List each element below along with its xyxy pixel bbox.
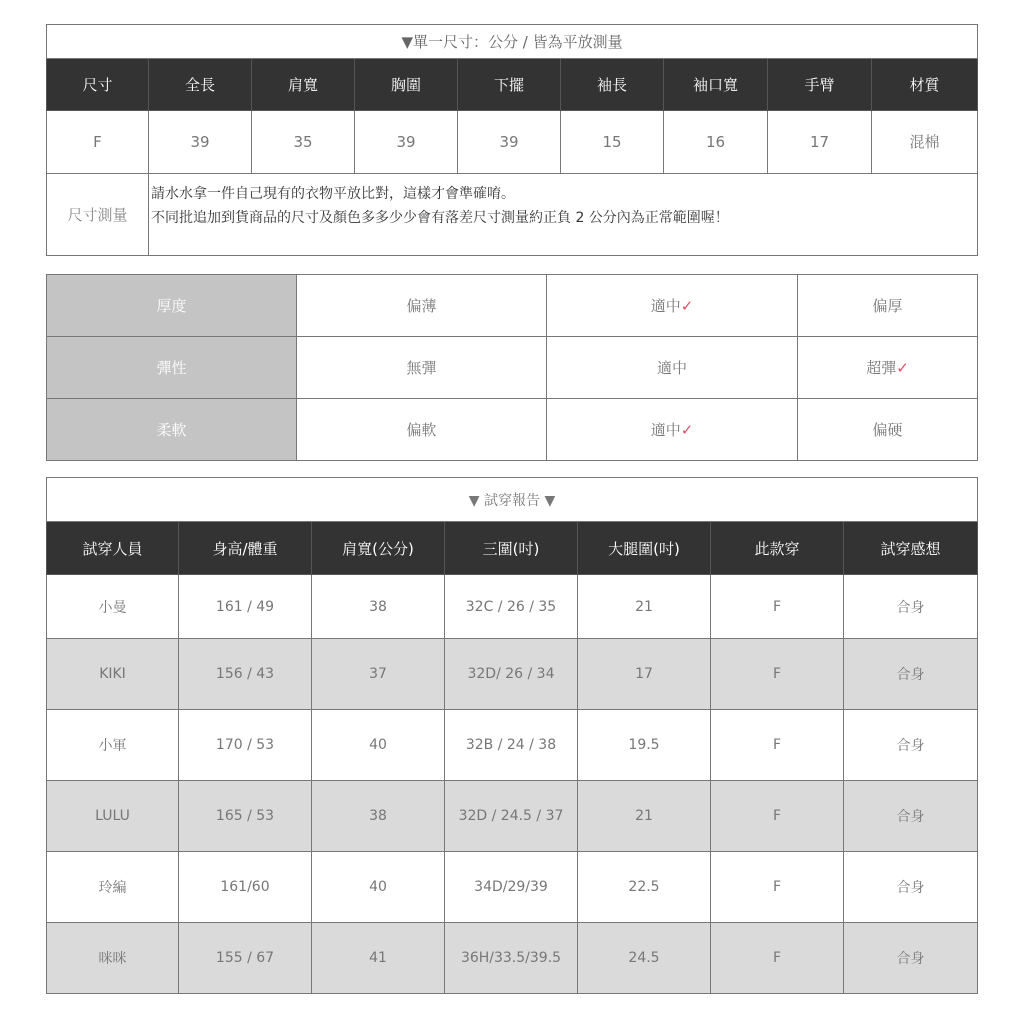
hem-value: 39 bbox=[458, 111, 561, 173]
attribute-option: 超彈✓ bbox=[798, 337, 978, 399]
table-row bbox=[47, 639, 978, 710]
model-cell: KIKI bbox=[47, 639, 179, 710]
table-row bbox=[47, 852, 978, 923]
model-cell: 小軍 bbox=[47, 710, 179, 781]
table-row bbox=[47, 781, 978, 852]
attribute-option: 無彈 bbox=[297, 337, 547, 399]
fit-report-caption: ▼ 試穿報告 ▼ bbox=[47, 478, 978, 522]
measurements-header: 三圍(吋) bbox=[445, 522, 578, 575]
shoulder-width-cell: 41 bbox=[312, 923, 445, 994]
size-worn-cell: F bbox=[711, 923, 844, 994]
height-weight-header: 身高/體重 bbox=[179, 522, 312, 575]
model-header: 試穿人員 bbox=[47, 522, 179, 575]
size-table bbox=[46, 24, 978, 256]
attribute-option: 適中✓ bbox=[547, 399, 798, 461]
table-row bbox=[47, 710, 978, 781]
chest-value: 39 bbox=[355, 111, 458, 173]
attribute-label: 柔軟 bbox=[47, 399, 297, 461]
attribute-option: 偏軟 bbox=[297, 399, 547, 461]
measurement-note-label: 尺寸測量 bbox=[47, 173, 149, 255]
attribute-option: 偏硬 bbox=[798, 399, 978, 461]
length-header: 全長 bbox=[149, 59, 252, 111]
shoulder-width-cell: 40 bbox=[312, 852, 445, 923]
shoulder-width-cell: 37 bbox=[312, 639, 445, 710]
attribute-label: 彈性 bbox=[47, 337, 297, 399]
fit-feeling-header: 試穿感想 bbox=[844, 522, 978, 575]
fit-feeling-cell: 合身 bbox=[844, 639, 978, 710]
model-cell: LULU bbox=[47, 781, 179, 852]
sleeve-length-value: 15 bbox=[561, 111, 664, 173]
fit-feeling-cell: 合身 bbox=[844, 923, 978, 994]
measurements-cell: 32B / 24 / 38 bbox=[445, 710, 578, 781]
fit-report-table bbox=[46, 477, 978, 994]
model-cell: 玲編 bbox=[47, 852, 179, 923]
measurements-cell: 36H/33.5/39.5 bbox=[445, 923, 578, 994]
size-table-caption: ▼單一尺寸：公分 / 皆為平放測量 bbox=[47, 25, 978, 59]
shoulder-width-cell: 38 bbox=[312, 575, 445, 639]
table-row bbox=[47, 575, 978, 639]
material-header: 材質 bbox=[872, 59, 978, 111]
attribute-label: 厚度 bbox=[47, 275, 297, 337]
size-worn-cell: F bbox=[711, 852, 844, 923]
thigh-cell: 22.5 bbox=[578, 852, 711, 923]
measurement-note bbox=[149, 173, 978, 255]
attribute-option: 偏薄 bbox=[297, 275, 547, 337]
shoulder-header: 肩寬 bbox=[252, 59, 355, 111]
check-icon: ✓ bbox=[896, 359, 909, 377]
measurements-cell: 32D / 24.5 / 37 bbox=[445, 781, 578, 852]
cuff-width-header: 袖口寬 bbox=[664, 59, 768, 111]
arm-value: 17 bbox=[768, 111, 872, 173]
thigh-cell: 21 bbox=[578, 781, 711, 852]
material-value: 混棉 bbox=[872, 111, 978, 173]
hem-header: 下擺 bbox=[458, 59, 561, 111]
height-weight-cell: 165 / 53 bbox=[179, 781, 312, 852]
arm-header: 手臂 bbox=[768, 59, 872, 111]
attribute-option: 適中 bbox=[547, 337, 798, 399]
shoulder-width-header: 肩寬(公分) bbox=[312, 522, 445, 575]
table-row bbox=[47, 923, 978, 994]
measurements-cell: 32C / 26 / 35 bbox=[445, 575, 578, 639]
model-cell: 小曼 bbox=[47, 575, 179, 639]
shoulder-width-cell: 38 bbox=[312, 781, 445, 852]
size-worn-cell: F bbox=[711, 575, 844, 639]
chest-header: 胸圍 bbox=[355, 59, 458, 111]
size-worn-cell: F bbox=[711, 710, 844, 781]
height-weight-cell: 161 / 49 bbox=[179, 575, 312, 639]
check-icon: ✓ bbox=[680, 297, 694, 315]
measurements-cell: 34D/29/39 bbox=[445, 852, 578, 923]
height-weight-cell: 155 / 67 bbox=[179, 923, 312, 994]
size-worn-cell: F bbox=[711, 639, 844, 710]
attribute-option: 偏厚 bbox=[798, 275, 978, 337]
attribute-table bbox=[46, 274, 978, 461]
attribute-option: 適中✓ bbox=[547, 275, 798, 337]
thigh-cell: 21 bbox=[578, 575, 711, 639]
fit-feeling-cell: 合身 bbox=[844, 781, 978, 852]
model-cell: 咪咪 bbox=[47, 923, 179, 994]
thigh-cell: 19.5 bbox=[578, 710, 711, 781]
attribute-row-softness bbox=[47, 399, 978, 461]
fit-feeling-cell: 合身 bbox=[844, 710, 978, 781]
size-worn-header: 此款穿 bbox=[711, 522, 844, 575]
thigh-cell: 17 bbox=[578, 639, 711, 710]
fit-feeling-cell: 合身 bbox=[844, 575, 978, 639]
height-weight-cell: 161/60 bbox=[179, 852, 312, 923]
shoulder-width-cell: 40 bbox=[312, 710, 445, 781]
measurement-note-line1: 請水水拿一件自己現有的衣物平放比對，這樣才會準確唷。 bbox=[151, 185, 515, 202]
fit-feeling-cell: 合身 bbox=[844, 852, 978, 923]
measurement-note-line2: 不同批追加到貨商品的尺寸及顏色多多少少會有落差尺寸測量約正負 2 公分內為正常範圍喔！ bbox=[151, 209, 729, 226]
thigh-cell: 24.5 bbox=[578, 923, 711, 994]
attribute-row-thickness bbox=[47, 275, 978, 337]
length-value: 39 bbox=[149, 111, 252, 173]
measurements-cell: 32D/ 26 / 34 bbox=[445, 639, 578, 710]
cuff-width-value: 16 bbox=[664, 111, 768, 173]
sleeve-length-header: 袖長 bbox=[561, 59, 664, 111]
shoulder-value: 35 bbox=[252, 111, 355, 173]
check-icon: ✓ bbox=[680, 421, 694, 439]
size-header: 尺寸 bbox=[47, 59, 149, 111]
attribute-row-elasticity bbox=[47, 337, 978, 399]
height-weight-cell: 170 / 53 bbox=[179, 710, 312, 781]
thigh-header: 大腿圍(吋) bbox=[578, 522, 711, 575]
size-worn-cell: F bbox=[711, 781, 844, 852]
height-weight-cell: 156 / 43 bbox=[179, 639, 312, 710]
size-value: F bbox=[47, 111, 149, 173]
